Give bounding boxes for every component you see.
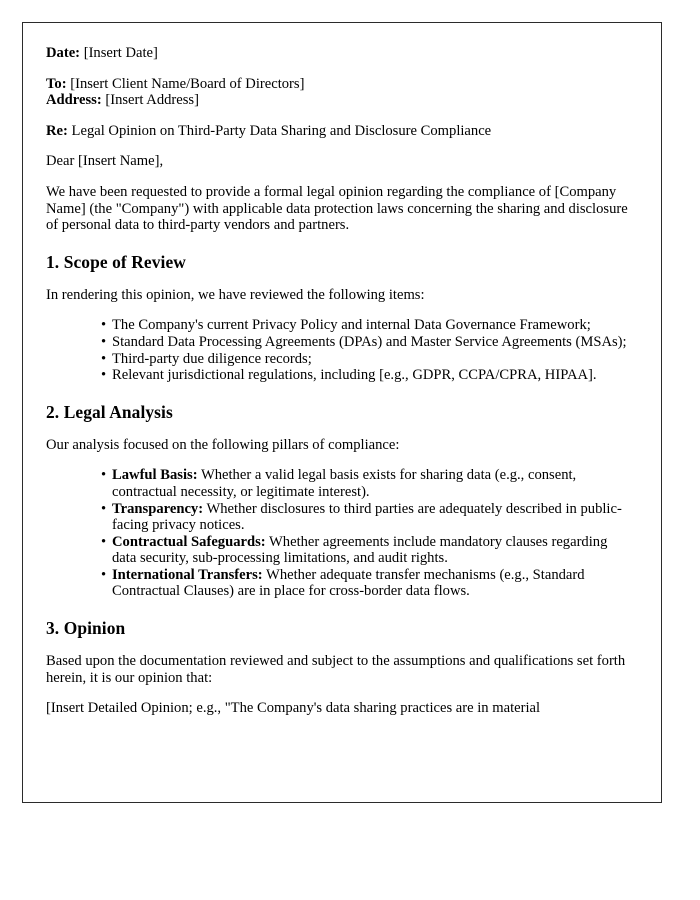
date-label: Date: [46, 45, 81, 61]
list-item [46, 351, 634, 368]
date-line [46, 45, 634, 62]
to-line [46, 76, 634, 93]
subject-label: Re: [46, 122, 68, 139]
list-item-text: Third-party due diligence records; [112, 350, 312, 367]
list-item-text: Whether agreements include mandatory clauses regarding data security, sub-processing limitations, and audit rights. [112, 533, 608, 567]
opinion-placeholder: [Insert Detailed Opinion; e.g., "The Company's data sharing practices are in material [46, 700, 541, 717]
section-intro-3 [46, 653, 634, 686]
list-item-text: Whether adequate transfer mechanisms (e.g., Standard Contractual Clauses) are in place for cross-border data flows. [112, 566, 585, 600]
date-paragraph [46, 45, 634, 62]
list-item-term: Transparency: [112, 500, 204, 517]
list-item-text: Standard Data Processing Agreements (DPAs) and Master Service Agreements (MSAs); [112, 333, 627, 350]
document-page [22, 22, 662, 803]
subject-value: Legal Opinion on Third-Party Data Sharing and Disclosure Compliance [71, 122, 492, 139]
section-intro-2 [46, 437, 634, 454]
section-intro-1 [46, 287, 634, 304]
list-item [46, 501, 634, 534]
section-intro-paragraph-1: In rendering this opinion, we have reviewed the following items: [46, 286, 425, 303]
list-item-text: The Company's current Privacy Policy and internal Data Governance Framework; [112, 317, 591, 334]
list-item [46, 567, 634, 600]
section-intro-paragraph-2: Our analysis focused on the following pillars of compliance: [46, 436, 400, 453]
recipient-block [46, 76, 634, 109]
date-value: [Insert Date] [83, 45, 158, 61]
list-item [46, 334, 634, 351]
opinion-placeholder-block [46, 700, 634, 717]
address-line [46, 92, 634, 109]
list-item [46, 467, 634, 500]
section-intro-paragraph-3: Based upon the documentation reviewed and subject to the assumptions and qualifications set forth herein, it is our opinion that: [46, 653, 626, 686]
salutation-block [46, 153, 634, 170]
document-body [23, 23, 661, 717]
list-item-text: Whether disclosures to third parties are adequately described in public-facing privacy notices. [112, 500, 622, 534]
section-heading-1: 1. Scope of Review [46, 251, 186, 272]
list-item [46, 367, 634, 384]
address-label: Address: [46, 92, 102, 109]
list-item-term: Lawful Basis: [112, 467, 198, 484]
list-item-text: Whether a valid legal basis exists for sharing data (e.g., consent, contractual necessity, or legitimate interest). [112, 467, 577, 500]
salutation: Dear [Insert Name], [46, 153, 164, 170]
scope-of-review-list [46, 317, 634, 383]
to-label: To: [46, 75, 67, 92]
subject-line [46, 123, 634, 140]
section-heading-3: 3. Opinion [46, 618, 126, 639]
list-item-term: Contractual Safeguards: [112, 533, 266, 550]
to-value: [Insert Client Name/Board of Directors] [70, 75, 305, 92]
subject-paragraph [46, 123, 634, 140]
list-item [46, 317, 634, 334]
list-item-term: International Transfers: [112, 566, 263, 583]
address-value: [Insert Address] [105, 92, 199, 109]
intro-block [46, 184, 634, 234]
legal-analysis-list [46, 467, 634, 600]
section-heading-2: 2. Legal Analysis [46, 401, 173, 422]
list-item-text: Relevant jurisdictional regulations, including [e.g., GDPR, CCPA/CPRA, HIPAA]. [112, 367, 597, 384]
intro-paragraph: We have been requested to provide a formal legal opinion regarding the compliance of [Company Name] (the "Company") with applicable data protection laws concerning the sharing and disclosure of personal data to third-party vendors and partners. [46, 183, 628, 234]
list-item [46, 534, 634, 567]
